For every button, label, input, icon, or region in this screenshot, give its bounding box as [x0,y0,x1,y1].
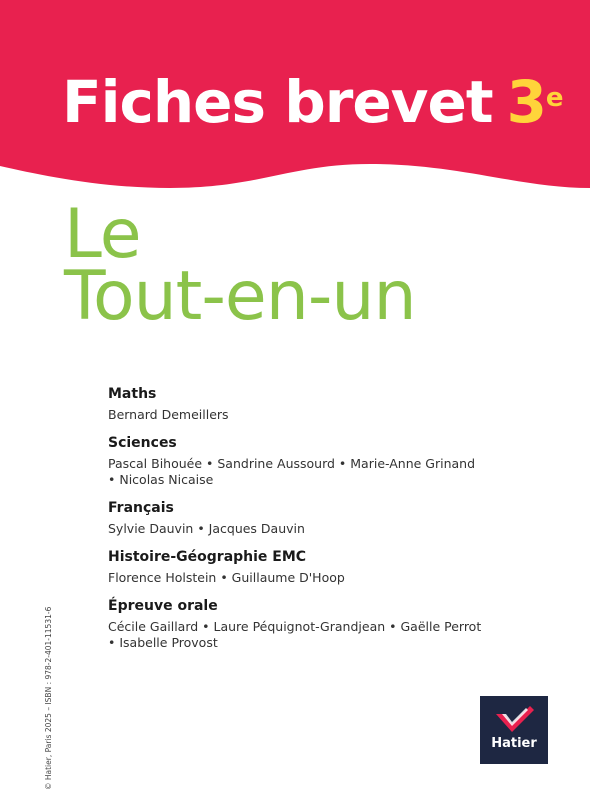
publisher-name: Hatier [491,736,537,751]
section-authors: Pascal Bihouée • Sandrine Aussourd • Marie-Anne Grinand [108,456,476,471]
section-heading: Sciences [108,435,177,451]
section-epreuve-orale [108,598,548,651]
section-francais [108,500,548,537]
hatier-logo-icon [492,704,536,734]
header-banner [0,0,590,200]
copyright-isbn: © Hatier, Paris 2025 – ISBN : 978-2-401-11531-6 [44,606,53,790]
section-heading: Histoire-Géographie EMC [108,549,307,565]
section-authors: Sylvie Dauvin • Jacques Dauvin [108,521,305,536]
authors-list [108,386,548,663]
banner-title [62,62,563,142]
section-sciences [108,435,548,488]
section-histoire-geographie [108,549,548,586]
section-authors: Cécile Gaillard • Laure Péquignot-Grandjean • Gaëlle Perrot [108,619,482,634]
section-maths [108,386,548,423]
grade-suffix: e [545,83,563,113]
series-title: Fiches brevet [62,68,493,136]
section-heading: Maths [108,386,157,402]
section-heading: Épreuve orale [108,598,218,614]
book-title-line-2: Tout-en-un [64,257,416,336]
section-authors: • Isabelle Provost [108,635,218,650]
section-authors: Florence Holstein • Guillaume D'Hoop [108,570,345,585]
section-heading: Français [108,500,174,516]
book-title [64,195,416,336]
book-title-line-1: Le [64,195,141,274]
grade-level [507,68,563,136]
grade-number: 3 [506,68,546,136]
section-authors: Bernard Demeillers [108,407,229,422]
section-authors: • Nicolas Nicaise [108,472,214,487]
publisher-logo [480,696,548,764]
